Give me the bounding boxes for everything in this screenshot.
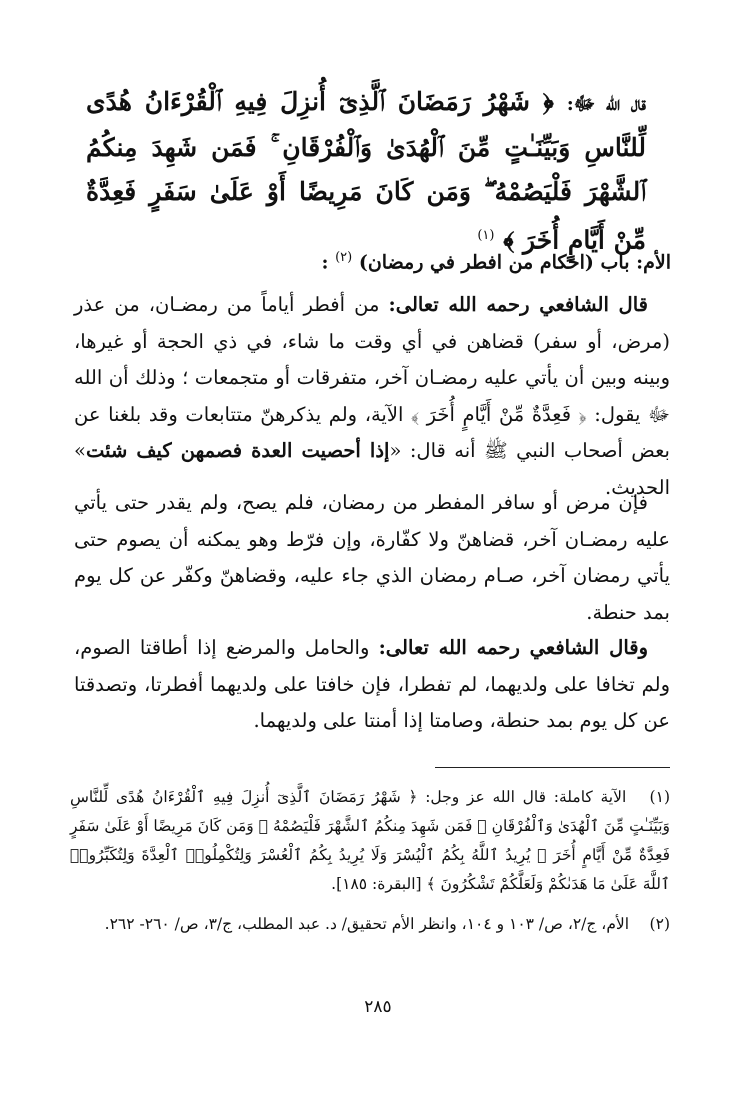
paragraph-shafii-3 — [74, 630, 670, 740]
paragraph3-lead: وقال الشافعي رحمه الله تعالى: — [378, 636, 648, 659]
paragraph-shafii-1 — [74, 287, 670, 506]
footnote-1-text: الآية كاملة: قال الله عز وجل: ﴿ شَهْرُ رَمَضَانَ ٱلَّذِىٓ أُنزِلَ فِيهِ ٱلْقُرْءَانُ هُدًى لِّلنَّاسِ وَبَيِّنَـٰتٍ مِّنَ ٱلْهُدَىٰ وَٱلْفُرْقَانِ ۚ فَمَن شَهِدَ مِنكُمُ ٱلشَّهْرَ فَلْيَصُمْهُ ۖ وَمَن كَانَ مَرِيضًا أَوْ عَلَىٰ سَفَرٍ فَعِدَّةٌ مِّنْ أَيَّامٍ أُخَرَ ۗ يُرِيدُ ٱللَّهُ بِكُمُ ٱلْيُسْرَ وَلَا يُرِيدُ بِكُمُ ٱلْعُسْرَ وَلِتُكْمِلُوا۟ ٱلْعِدَّةَ وَلِتُكَبِّرُوا۟ ٱللَّهَ عَلَىٰ مَا هَدَىٰكُمْ وَلَعَلَّكُمْ تَشْكُرُونَ ﴾ [البقرة: ١٨٥]. — [70, 788, 670, 893]
chapter-title: الأم: باب (احكام من افطر في رمضان) — [358, 251, 671, 274]
footnote-2 — [70, 910, 670, 939]
footnote-1 — [70, 783, 670, 899]
chapter-suffix: : — [321, 251, 329, 274]
quran-verse-block — [86, 80, 646, 262]
paragraph1-lead: قال الشافعي رحمه الله تعالى: — [388, 293, 648, 316]
footnote-2-text: الأم، ج/٢، ص/ ١٠٣ و ١٠٤، وانظر الأم تحقيق/ د. عبد المطلب، ج/٣، ص/ ٢٦٠- ٢٦٢. — [104, 915, 630, 933]
footnote-1-number: (١) — [649, 788, 670, 806]
page-number: ٢٨٥ — [364, 997, 392, 1017]
verse-text: ﴿ شَهْرُ رَمَضَانَ ٱلَّذِىٓ أُنزِلَ فِيهِ ٱلْقُرْءَانُ هُدًى لِّلنَّاسِ وَبَيِّنَـٰتٍ مِّنَ ٱلْهُدَىٰ وَٱلْفُرْقَانِ ۚ فَمَن شَهِدَ مِنكُمُ ٱلشَّهْرَ فَلْيَصُمْهُ ۖ وَمَن كَانَ مَرِيضًا أَوْ عَلَىٰ سَفَرٍ فَعِدَّةٌ مِّنْ أَيَّامٍ أُخَرَ ﴾ — [86, 87, 646, 255]
verse-footnote-ref: (١) — [477, 228, 495, 243]
paragraph-shafii-2 — [74, 485, 670, 631]
chapter-footnote-ref: (٢) — [335, 250, 353, 265]
paragraph1-tail: » الحديث. — [74, 439, 670, 499]
paragraph2-body: فإن مرض أو سافر المفطر من رمضان، فلم يصح، ولم يقدر حتى يأتي عليه رمضـان آخر، قضاهنّ ولا كفّارة، وإن فرّط وهو يمكنه أن يصوم حتى يأتي رمضان آخر، صـام رمضان الذي جاء عليه، وقضاهنّ وكفّر عن كل يوم بمد حنطة. — [74, 491, 670, 624]
footnote-divider — [435, 767, 670, 768]
hadith-quote: إذا أحصيت العدة فصمهن كيف شئت — [85, 439, 390, 462]
verse-intro: قال الله ﷻ: — [566, 93, 646, 115]
chapter-heading — [71, 243, 671, 277]
paragraph1-body: من أفطر أياماً من رمضـان، من عذر (مرض، أو سفر) قضاهن في أي وقت ما شاء، في ذي الحجة أو غيرها، وبينه وبين أن يأتي عليه رمضـان آخر، متفرقات أو متجمعات ؛ وذلك أن الله ﷻ يقول: ﴿ فَعِدَّةٌ مِّنْ أَيَّامٍ أُخَرَ ﴾ الآية، ولم يذكرهنّ متتابعات وقد بلغنا عن بعض أصحاب النبي ﷺ أنه قال: « — [74, 293, 670, 462]
paragraph3-body: والحامل والمرضع إذا أطاقتا الصوم، ولم تخافا على ولديهما، لم تفطرا، فإن خافتا على ولديهما أفطرتا، وتصدقتا عن كل يوم بمد حنطة، وصامتا إذا أمنتا على ولديهما. — [74, 636, 670, 732]
footnote-2-number: (٢) — [649, 915, 670, 933]
